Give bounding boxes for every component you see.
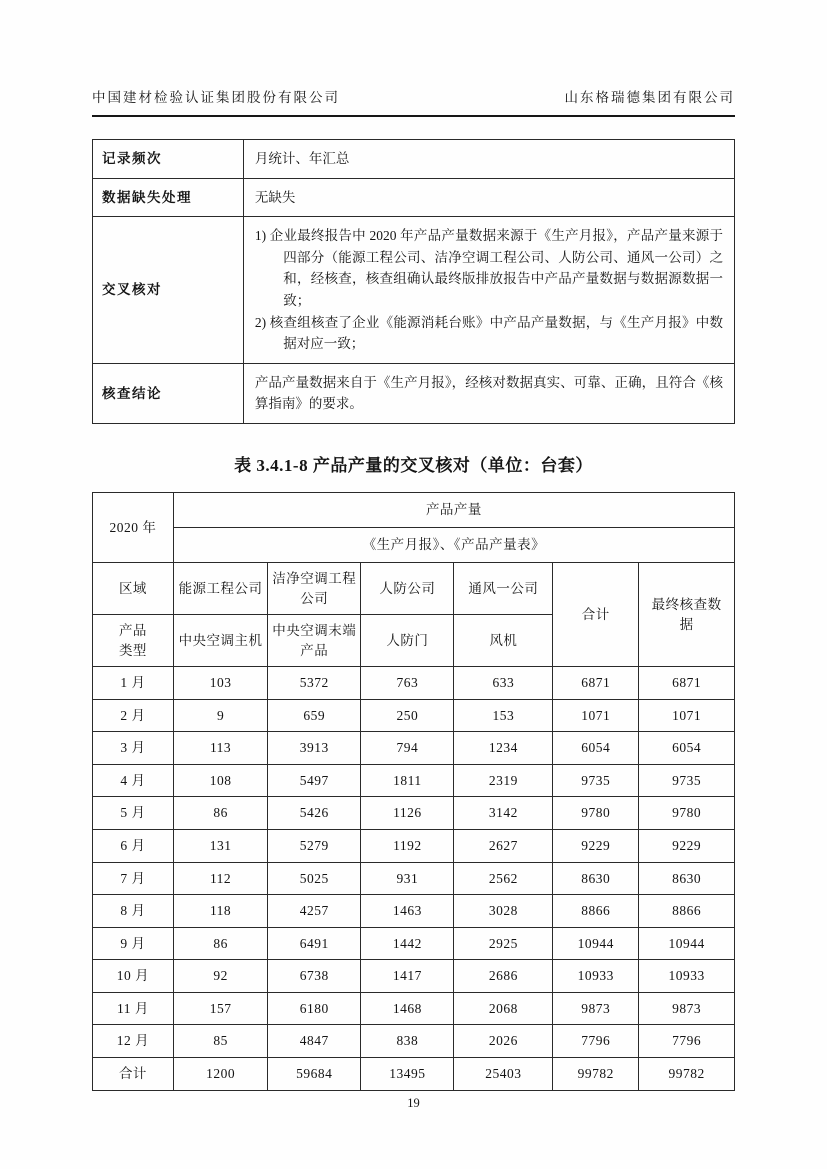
value-cell: 6054	[553, 732, 639, 765]
month-label-cell: 8 月	[93, 895, 174, 928]
value-cell: 3028	[454, 895, 553, 928]
value-cell: 633	[454, 667, 553, 700]
value-cell: 10944	[553, 927, 639, 960]
region-cell: 能源工程公司	[173, 562, 267, 614]
record-frequency-value: 月统计、年汇总	[243, 140, 734, 179]
header-company-left: 中国建材检验认证集团股份有限公司	[92, 90, 340, 105]
value-cell: 85	[173, 1025, 267, 1058]
value-cell: 1811	[361, 764, 454, 797]
cross-check-item-2: 2) 核查组核查了企业《能源消耗台账》中产品产量数据，与《生产月报》中数据对应一致；	[254, 314, 723, 352]
type-cell: 人防门	[361, 615, 454, 667]
value-cell: 108	[173, 764, 267, 797]
value-cell: 5279	[268, 830, 361, 863]
table-row	[93, 178, 735, 217]
type-cell: 中央空调主机	[173, 615, 267, 667]
region-cell: 通风一公司	[454, 562, 553, 614]
table-header-row	[93, 492, 735, 527]
value-cell: 10944	[639, 927, 735, 960]
value-cell: 157	[173, 992, 267, 1025]
value-cell: 112	[173, 862, 267, 895]
type-label: 产品类型	[118, 623, 147, 658]
table-row	[93, 699, 735, 732]
table-row	[93, 797, 735, 830]
cross-check-item-1: 1) 企业最终报告中 2020 年产品产量数据来源于《生产月报》，产品产量来源于四部分（能源工程公司、洁净空调工程公司、人防公司、通风一公司）之和，经核查，核查组确认最终版排放报告中产品产量数据与数据源数据一致；	[254, 228, 723, 308]
row-label-record-frequency: 记录频次	[93, 140, 244, 179]
missing-data-value: 无缺失	[243, 178, 734, 217]
value-cell: 1071	[553, 699, 639, 732]
month-label-cell: 10 月	[93, 960, 174, 993]
value-cell: 13495	[361, 1057, 454, 1090]
table-row	[93, 217, 735, 364]
value-cell: 1417	[361, 960, 454, 993]
production-table-body	[93, 667, 735, 1090]
value-cell: 99782	[639, 1057, 735, 1090]
month-label-cell: 9 月	[93, 927, 174, 960]
header-company-right: 山东格瑞德集团有限公司	[564, 90, 735, 105]
table-row	[93, 960, 735, 993]
production-table	[92, 492, 735, 1091]
value-cell: 7796	[639, 1025, 735, 1058]
value-cell: 8866	[639, 895, 735, 928]
value-cell: 9735	[553, 764, 639, 797]
table-title: 表 3.4.1-8 产品产量的交叉核对（单位：台套）	[234, 455, 593, 475]
table-row	[93, 992, 735, 1025]
value-cell: 3913	[268, 732, 361, 765]
value-cell: 794	[361, 732, 454, 765]
group-header-cell: 产品产量	[173, 492, 734, 527]
value-cell: 2627	[454, 830, 553, 863]
month-label-cell: 3 月	[93, 732, 174, 765]
region-cell: 洁净空调工程公司	[268, 562, 361, 614]
value-cell: 2319	[454, 764, 553, 797]
value-cell: 1468	[361, 992, 454, 1025]
table-row	[93, 764, 735, 797]
value-cell: 1200	[173, 1057, 267, 1090]
row-label-cross-check: 交叉核对	[93, 217, 244, 364]
month-label-cell: 5 月	[93, 797, 174, 830]
month-label-cell: 6 月	[93, 830, 174, 863]
value-cell: 763	[361, 667, 454, 700]
region-cell: 人防公司	[361, 562, 454, 614]
month-label-cell: 合计	[93, 1057, 174, 1090]
type-cell: 中央空调末端产品	[268, 615, 361, 667]
value-cell: 10933	[639, 960, 735, 993]
final-check-header-cell	[639, 562, 735, 666]
value-cell: 113	[173, 732, 267, 765]
table-row	[93, 927, 735, 960]
value-cell: 6491	[268, 927, 361, 960]
month-label-cell: 4 月	[93, 764, 174, 797]
type-label-cell	[93, 615, 174, 667]
value-cell: 6871	[639, 667, 735, 700]
value-cell: 2925	[454, 927, 553, 960]
region-label-cell: 区域	[93, 562, 174, 614]
table-header-row	[93, 562, 735, 614]
month-label-cell: 2 月	[93, 699, 174, 732]
value-cell: 9735	[639, 764, 735, 797]
value-cell: 1234	[454, 732, 553, 765]
value-cell: 2562	[454, 862, 553, 895]
month-label-cell: 7 月	[93, 862, 174, 895]
source-header-cell: 《生产月报》、《产品产量表》	[173, 527, 734, 562]
value-cell: 10933	[553, 960, 639, 993]
value-cell: 9	[173, 699, 267, 732]
value-cell: 6871	[553, 667, 639, 700]
table-row	[93, 667, 735, 700]
value-cell: 4847	[268, 1025, 361, 1058]
value-cell: 6054	[639, 732, 735, 765]
page-header	[92, 86, 735, 117]
value-cell: 153	[454, 699, 553, 732]
page-number: 19	[407, 1096, 420, 1110]
table-row	[93, 732, 735, 765]
table-row	[93, 895, 735, 928]
value-cell: 4257	[268, 895, 361, 928]
value-cell: 86	[173, 927, 267, 960]
value-cell: 2686	[454, 960, 553, 993]
value-cell: 659	[268, 699, 361, 732]
type-cell: 风机	[454, 615, 553, 667]
month-label-cell: 11 月	[93, 992, 174, 1025]
value-cell: 59684	[268, 1057, 361, 1090]
page-footer	[0, 1096, 827, 1111]
value-cell: 1463	[361, 895, 454, 928]
verification-info-table	[92, 139, 735, 424]
value-cell: 25403	[454, 1057, 553, 1090]
table-row	[93, 862, 735, 895]
value-cell: 5025	[268, 862, 361, 895]
month-label-cell: 1 月	[93, 667, 174, 700]
table-row	[93, 1025, 735, 1058]
row-label-missing-data: 数据缺失处理	[93, 178, 244, 217]
value-cell: 1071	[639, 699, 735, 732]
value-cell: 118	[173, 895, 267, 928]
value-cell: 131	[173, 830, 267, 863]
value-cell: 9780	[553, 797, 639, 830]
month-label-cell: 12 月	[93, 1025, 174, 1058]
value-cell: 9229	[553, 830, 639, 863]
value-cell: 1442	[361, 927, 454, 960]
value-cell: 86	[173, 797, 267, 830]
table-row	[93, 830, 735, 863]
year-cell: 2020 年	[93, 492, 174, 562]
value-cell: 6180	[268, 992, 361, 1025]
table-row	[93, 1057, 735, 1090]
value-cell: 8866	[553, 895, 639, 928]
value-cell: 838	[361, 1025, 454, 1058]
cross-check-content	[243, 217, 734, 364]
value-cell: 5497	[268, 764, 361, 797]
value-cell: 9229	[639, 830, 735, 863]
value-cell: 5426	[268, 797, 361, 830]
value-cell: 8630	[639, 862, 735, 895]
value-cell: 99782	[553, 1057, 639, 1090]
value-cell: 2068	[454, 992, 553, 1025]
value-cell: 1126	[361, 797, 454, 830]
table-header-row	[93, 527, 735, 562]
value-cell: 250	[361, 699, 454, 732]
value-cell: 6738	[268, 960, 361, 993]
row-label-conclusion: 核查结论	[93, 363, 244, 423]
value-cell: 9873	[639, 992, 735, 1025]
conclusion-value: 产品产量数据来自于《生产月报》，经核对数据真实、可靠、正确，且符合《核算指南》的要求。	[243, 363, 734, 423]
value-cell: 2026	[454, 1025, 553, 1058]
table-row	[93, 140, 735, 179]
value-cell: 8630	[553, 862, 639, 895]
value-cell: 5372	[268, 667, 361, 700]
value-cell: 3142	[454, 797, 553, 830]
final-check-header-label: 最终核查数据	[651, 597, 722, 632]
table-row	[93, 363, 735, 423]
value-cell: 9873	[553, 992, 639, 1025]
total-header-cell: 合计	[553, 562, 639, 666]
value-cell: 931	[361, 862, 454, 895]
value-cell: 1192	[361, 830, 454, 863]
value-cell: 103	[173, 667, 267, 700]
value-cell: 92	[173, 960, 267, 993]
value-cell: 9780	[639, 797, 735, 830]
value-cell: 7796	[553, 1025, 639, 1058]
